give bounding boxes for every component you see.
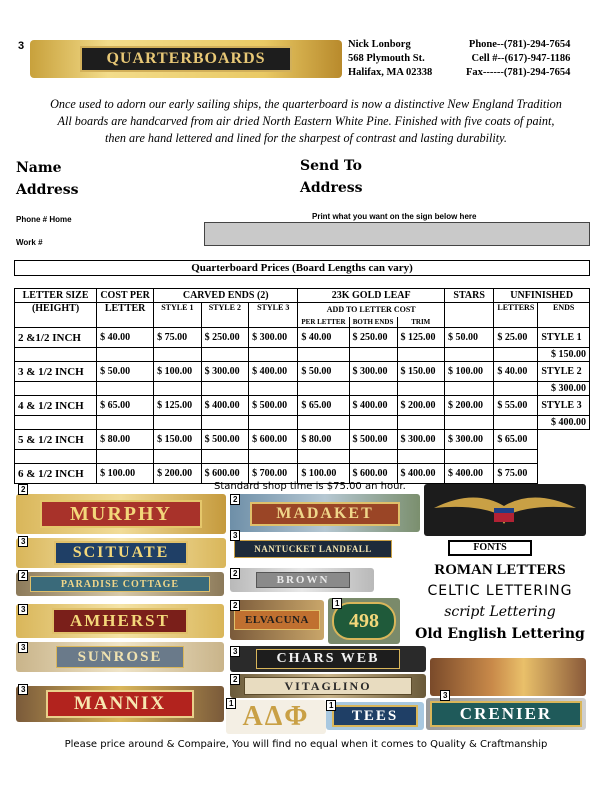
- cell-style2: $ 600.00: [201, 464, 248, 484]
- header-per-letter: PER LETTER: [298, 317, 349, 328]
- scituate-sign-image: [16, 538, 226, 568]
- paradise-cottage-board: PARADISE COTTAGE: [30, 576, 210, 592]
- header-trim: TRIM: [397, 317, 444, 328]
- nantucket-board: NANTUCKET LANDFALL: [234, 540, 392, 558]
- header-cost-per: COST PER: [97, 289, 154, 303]
- cell-style3: $ 300.00: [249, 328, 298, 348]
- cell-gold-both-ends: $ 250.00: [349, 328, 397, 348]
- sunrose-badge: 3: [18, 642, 28, 653]
- brown-sign-image: [230, 568, 374, 592]
- cell-size: 4 & 1/2 INCH: [15, 396, 97, 416]
- cell-gold-both-ends: $ 400.00: [349, 396, 397, 416]
- name-label: Name: [16, 160, 62, 176]
- cell-gold-trim: $ 200.00: [397, 396, 444, 416]
- cell-style2: $ 500.00: [201, 430, 248, 450]
- sign-text-field[interactable]: [204, 222, 590, 246]
- cell-gold-trim: $ 150.00: [397, 362, 444, 382]
- cell-stars: $ 100.00: [445, 362, 494, 382]
- vitaglino-sign-image: [230, 674, 426, 698]
- chars-web-sign-image: [230, 646, 426, 672]
- cell-unfinished-letters: $ 25.00: [494, 328, 538, 348]
- house-number-badge: 1: [332, 598, 342, 609]
- vitaglino-badge: 2: [230, 674, 240, 685]
- header-stars: STARS: [445, 289, 494, 303]
- crenier-board: CRENIER: [430, 701, 582, 727]
- nantucket-sign-image: [230, 538, 396, 560]
- cell-gold-both-ends: $ 300.00: [349, 362, 397, 382]
- amherst-badge: 3: [18, 604, 28, 615]
- cell-cost: $ 80.00: [97, 430, 154, 450]
- cell-gold-per-letter: $ 50.00: [298, 362, 349, 382]
- eagle-icon: [424, 484, 586, 536]
- mannix-sign-image: [16, 686, 224, 722]
- elvacuna-board: ELVACUNA: [234, 610, 320, 630]
- amherst-sign-image: [16, 604, 224, 638]
- header-style2: STYLE 2: [201, 303, 248, 328]
- banner-plate: [80, 46, 292, 72]
- table-row: [15, 328, 590, 348]
- page-number: 3: [18, 40, 25, 52]
- contact-phones: [466, 38, 570, 80]
- cell-number: Cell #--(617)-947-1186: [471, 53, 571, 64]
- cell-gold-trim: $ 400.00: [397, 464, 444, 484]
- brown-board: BROWN: [256, 572, 350, 588]
- interior-photo-image: [430, 658, 586, 696]
- address-label: Address: [16, 182, 79, 198]
- header-stars-blank: [445, 303, 494, 328]
- price-table-title: Quarterboard Prices (Board Lengths can vary): [14, 260, 590, 276]
- cell-unfinished-ends: [538, 430, 590, 450]
- elvacuna-badge: 2: [230, 600, 240, 611]
- sunrose-board: SUNROSE: [56, 646, 184, 668]
- intro-paragraph: [20, 96, 592, 147]
- font-celtic-lettering: CELTIC LETTERING: [427, 583, 573, 599]
- cell-style3: $ 500.00: [249, 396, 298, 416]
- cell-stars: $ 50.00: [445, 328, 494, 348]
- work-label: Work #: [16, 238, 43, 247]
- header-height: (HEIGHT): [15, 303, 97, 328]
- cell-gold-per-letter: $ 40.00: [298, 328, 349, 348]
- amherst-board: AMHERST: [52, 608, 188, 634]
- footer-note: Please price around & Compaire, You will find no equal when it comes to Quality & Craftmanship: [64, 739, 548, 750]
- cell-unfinished-ends: STYLE 2: [538, 362, 590, 382]
- cell-unfinished-ends-price: $ 150.00: [538, 348, 590, 362]
- cell-gold-per-letter: $ 80.00: [298, 430, 349, 450]
- cell-style3: $ 400.00: [249, 362, 298, 382]
- greek-letters-sign-image: [226, 700, 326, 734]
- madaket-badge: 2: [230, 494, 240, 505]
- tees-board: TEES: [332, 705, 418, 727]
- nantucket-badge: 3: [230, 530, 240, 541]
- cell-unfinished-ends: STYLE 1: [538, 328, 590, 348]
- table-row: [15, 362, 590, 382]
- house-number-board: 498: [332, 602, 396, 640]
- cell-size: 5 & 1/2 INCH: [15, 430, 97, 450]
- banner-text: QUARTERBOARDS: [106, 50, 266, 67]
- elvacuna-sign-image: [230, 600, 324, 640]
- crenier-sign-image: [426, 698, 586, 730]
- header-ends: ENDS: [538, 303, 590, 328]
- sunrose-sign-image: [16, 642, 224, 672]
- cell-stars: $ 200.00: [445, 396, 494, 416]
- cell-cost: $ 40.00: [97, 328, 154, 348]
- mannix-badge: 3: [18, 684, 28, 695]
- phone-home-label: Phone # Home: [16, 215, 72, 224]
- cell-unfinished-ends: STYLE 3: [538, 396, 590, 416]
- cell-stars: $ 300.00: [445, 430, 494, 450]
- murphy-badge: 2: [18, 484, 28, 495]
- tees-sign-image: [326, 702, 424, 730]
- shop-time-note: Standard shop time is $75.00 an hour.: [214, 481, 406, 492]
- phone-number: Phone--(781)-294-7654: [468, 39, 571, 50]
- paradise-cottage-sign-image: [16, 572, 224, 596]
- scituate-badge: 3: [18, 536, 28, 547]
- murphy-sign-image: [16, 494, 226, 534]
- mannix-board: MANNIX: [46, 690, 194, 718]
- cell-style1: $ 125.00: [154, 396, 201, 416]
- contact-street: 568 Plymouth St.: [348, 53, 425, 64]
- quarterboards-banner-image: [30, 40, 342, 78]
- intro-line: then are hand lettered and lined for the sharpest of contrast and lasting durability.: [105, 131, 507, 145]
- header-letter-size: LETTER SIZE: [15, 289, 97, 303]
- cell-size: 2 &1/2 INCH: [15, 328, 97, 348]
- greek-letters-badge: 1: [226, 698, 236, 709]
- tees-badge: 1: [326, 700, 336, 711]
- cell-style2: $ 250.00: [201, 328, 248, 348]
- cell-gold-trim: $ 125.00: [397, 328, 444, 348]
- header-both-ends: BOTH ENDS: [349, 317, 397, 328]
- send-address-label: Address: [300, 180, 363, 196]
- header-gold-leaf: 23K GOLD LEAF: [298, 289, 445, 303]
- cell-unfinished-ends-price: $ 400.00: [538, 416, 590, 430]
- vitaglino-board: VITAGLINO: [244, 677, 412, 695]
- cell-size: 6 & 1/2 INCH: [15, 464, 97, 484]
- cell-style3: $ 700.00: [249, 464, 298, 484]
- chars-web-board: CHARS WEB: [256, 649, 400, 669]
- cell-style2: $ 400.00: [201, 396, 248, 416]
- fonts-heading: FONTS: [448, 540, 532, 556]
- cell-style3: $ 600.00: [249, 430, 298, 450]
- cell-unfinished-letters: $ 75.00: [494, 464, 538, 484]
- cell-cost: $ 100.00: [97, 464, 154, 484]
- cell-unfinished-letters: $ 40.00: [494, 362, 538, 382]
- font-old-english-lettering: Old English Lettering: [415, 626, 585, 642]
- header-letter: LETTER: [97, 303, 154, 328]
- font-roman-letters: ROMAN LETTERS: [434, 562, 566, 578]
- cell-stars: $ 400.00: [445, 464, 494, 484]
- print-instructions: Print what you want on the sign below here: [312, 212, 477, 221]
- cell-gold-trim: $ 300.00: [397, 430, 444, 450]
- cell-unfinished-ends-price: $ 300.00: [538, 382, 590, 396]
- chars-web-badge: 3: [230, 646, 240, 657]
- send-to-label: Send To: [300, 158, 363, 174]
- madaket-board: MADAKET: [250, 502, 400, 526]
- font-script-lettering: script Lettering: [444, 604, 556, 620]
- header-letters: LETTERS: [494, 303, 538, 328]
- cell-gold-per-letter: $ 65.00: [298, 396, 349, 416]
- contact-city: Halifax, MA 02338: [348, 67, 433, 78]
- cell-gold-per-letter: $ 100.00: [298, 464, 349, 484]
- table-row: [15, 430, 590, 450]
- cell-size: 3 & 1/2 INCH: [15, 362, 97, 382]
- price-table: [14, 288, 590, 484]
- header-carved-ends: CARVED ENDS (2): [154, 289, 298, 303]
- cell-unfinished-letters: $ 55.00: [494, 396, 538, 416]
- cell-cost: $ 50.00: [97, 362, 154, 382]
- header-style1: STYLE 1: [154, 303, 201, 328]
- cell-unfinished-ends: [538, 464, 590, 484]
- header-add-to-letter: ADD TO LETTER COST: [298, 303, 445, 317]
- cell-gold-both-ends: $ 500.00: [349, 430, 397, 450]
- table-row: [15, 396, 590, 416]
- header-style3: STYLE 3: [249, 303, 298, 328]
- cell-cost: $ 65.00: [97, 396, 154, 416]
- cell-gold-both-ends: $ 600.00: [349, 464, 397, 484]
- paradise-badge: 2: [18, 570, 28, 581]
- cell-style1: $ 75.00: [154, 328, 201, 348]
- intro-line: Once used to adorn our early sailing ships, the quarterboard is now a distinctive New England Tradition: [50, 97, 562, 111]
- cell-style1: $ 200.00: [154, 464, 201, 484]
- eagle-carving-image: [424, 484, 586, 536]
- cell-style2: $ 300.00: [201, 362, 248, 382]
- murphy-board: MURPHY: [40, 500, 202, 528]
- fax-number: Fax------(781)-294-7654: [466, 67, 571, 78]
- cell-style1: $ 150.00: [154, 430, 201, 450]
- intro-line: All boards are handcarved from air dried North Eastern White Pine. Finished with five coats of paint,: [57, 114, 555, 128]
- greek-letters-board: ΑΔΦ: [242, 701, 310, 732]
- brown-badge: 2: [230, 568, 240, 579]
- crenier-badge: 3: [440, 690, 450, 701]
- contact-name: Nick Lonborg: [348, 39, 411, 50]
- cell-style1: $ 100.00: [154, 362, 201, 382]
- scituate-board: SCITUATE: [54, 541, 188, 565]
- header-unfinished: UNFINISHED: [494, 289, 590, 303]
- madaket-sign-image: [230, 494, 420, 532]
- contact-address: [348, 38, 432, 80]
- cell-unfinished-letters: $ 65.00: [494, 430, 538, 450]
